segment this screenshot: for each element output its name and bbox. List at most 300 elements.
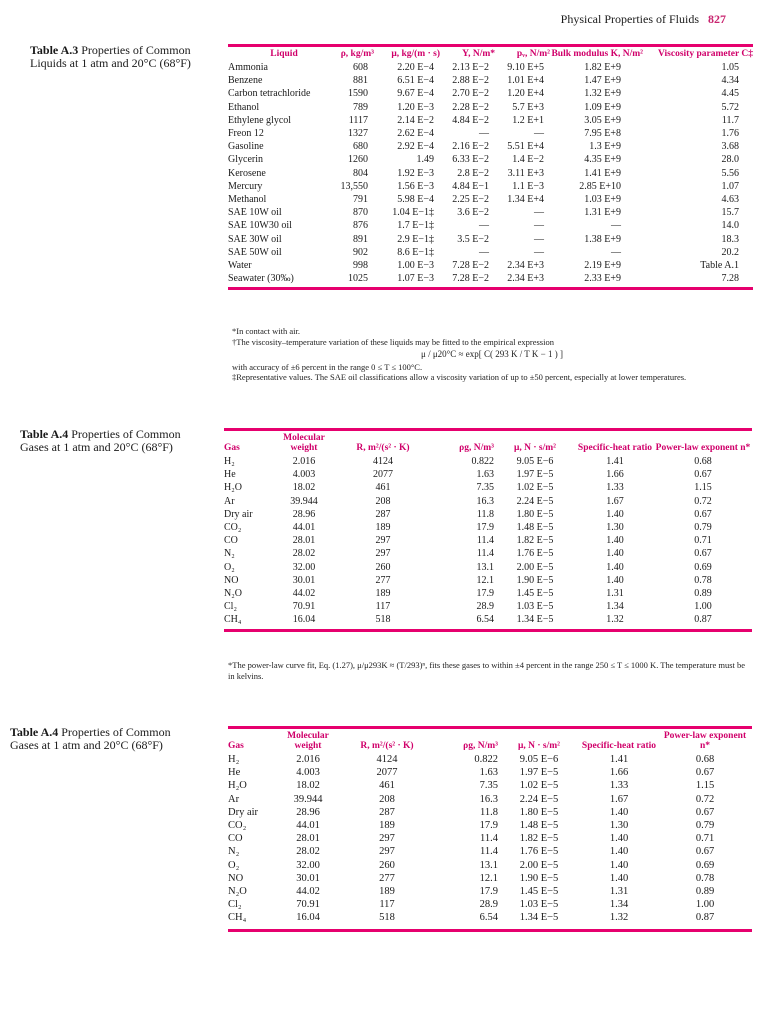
- table-cell: 5.56: [721, 167, 739, 179]
- table-cell: 4.003: [296, 767, 320, 779]
- table-cell: 297: [379, 846, 395, 858]
- table-cell: O₂: [228, 859, 240, 871]
- table-cell: 1.05: [721, 62, 739, 73]
- table-a3-col-viscosity: μ, kg/(m · s): [391, 49, 440, 59]
- table-cell: 1.15: [695, 780, 715, 792]
- table-cell: 13.1: [479, 859, 498, 871]
- table-cell: 11.8: [476, 508, 494, 520]
- table-a3-header-row: [228, 47, 753, 61]
- table-cell: NO: [228, 872, 244, 884]
- table-cell: 7.95 E+8: [584, 128, 621, 140]
- table-cell: 5.72: [721, 101, 739, 113]
- table-cell: 0.822: [471, 456, 494, 467]
- table-cell: Gasoline: [228, 141, 264, 153]
- table-cell: 1.02 E−5: [519, 780, 559, 792]
- table-cell: 11.4: [480, 846, 498, 858]
- table-cell: 0.79: [694, 522, 712, 534]
- table-cell: 189: [379, 886, 395, 898]
- table-row: [228, 206, 753, 219]
- table-cell: CO₂: [228, 820, 247, 832]
- table-cell: 1.32: [609, 912, 629, 924]
- table-a4-repeat-col-gas-constant: R, m²/(s² · K): [360, 741, 414, 751]
- table-cell: 28.01: [292, 535, 316, 547]
- table-a3-note-3: with accuracy of ±6 percent in the range 0 ≤ T ≤ 100°C.: [232, 361, 423, 372]
- table-cell: 1.20 E−3: [397, 101, 434, 113]
- table-cell: 16.04: [296, 912, 320, 924]
- table-cell: 2.00 E−5: [516, 561, 554, 573]
- table-cell: 1.31 E+9: [584, 207, 621, 219]
- table-a3-formula: μ / μ20°C ≈ exp[ C( 293 K / T K − 1 ) ]: [421, 349, 563, 359]
- table-a4-repeat-bottom-rule: [228, 929, 752, 932]
- table-a3-col-viscosity-param: Viscosity parameter C‡: [658, 49, 753, 59]
- table-cell: 1327: [348, 128, 368, 140]
- table-cell: Methanol: [228, 194, 267, 206]
- table-a3-col-vapor-pressure: pᵥ, N/m²: [516, 49, 550, 59]
- table-cell: 0.68: [695, 754, 715, 765]
- table-cell: 1.04 E−1‡: [392, 207, 434, 219]
- table-cell: 1.30: [606, 522, 624, 534]
- table-cell: 28.9: [476, 601, 494, 613]
- table-cell: 1.40: [609, 833, 629, 845]
- table-cell: 680: [353, 141, 368, 153]
- table-cell: Seawater (30‰): [228, 273, 294, 285]
- table-cell: 0.78: [694, 574, 712, 586]
- table-row: [224, 455, 752, 468]
- table-cell: 9.05 E−6: [519, 754, 559, 765]
- table-a3-note-2: †The viscosity–temperature variation of these liquids may be fitted to the empirical expression: [232, 336, 554, 347]
- table-cell: 5.98 E−4: [397, 194, 434, 206]
- table-cell: 2.33 E+9: [584, 273, 621, 285]
- table-cell: SAE 30W oil: [228, 233, 282, 245]
- table-a4-col-specific-weight: ρg, N/m³: [459, 443, 494, 453]
- table-cell: 8.6 E−1‡: [397, 246, 434, 258]
- table-cell: 44.02: [292, 588, 316, 600]
- table-cell: 1.40: [606, 574, 624, 586]
- table-cell: 1.02 E−5: [516, 482, 554, 494]
- table-cell: 6.54: [479, 912, 498, 924]
- table-cell: 0.67: [695, 767, 715, 779]
- table-row: [224, 521, 752, 534]
- table-cell: 0.79: [695, 820, 715, 832]
- table-row: [228, 819, 752, 832]
- table-cell: 2.24 E−5: [516, 495, 554, 507]
- table-cell: 891: [353, 233, 368, 245]
- table-cell: 870: [353, 207, 368, 219]
- table-cell: Cl₂: [228, 899, 242, 911]
- table-cell: 1.82 E+9: [584, 62, 621, 73]
- table-cell: 1.20 E+4: [507, 88, 544, 100]
- table-cell: SAE 50W oil: [228, 246, 282, 258]
- table-cell: 4.84 E−2: [452, 114, 489, 126]
- table-row: [228, 766, 752, 779]
- table-cell: 2.19 E+9: [584, 260, 621, 272]
- table-row: [228, 233, 753, 246]
- table-cell: 32.00: [292, 561, 316, 573]
- table-cell: 11.7: [721, 114, 739, 126]
- table-cell: 277: [379, 872, 395, 884]
- table-row: [224, 574, 752, 587]
- table-cell: 1025: [348, 273, 368, 285]
- table-cell: 1.03 E+9: [584, 194, 621, 206]
- table-row: [228, 167, 753, 180]
- table-cell: 1.40: [606, 535, 624, 547]
- table-a3-col-liquid: Liquid: [270, 49, 298, 59]
- table-cell: 1.48 E−5: [516, 522, 554, 534]
- table-cell: 3.11 E+3: [507, 167, 544, 179]
- table-row: [228, 832, 752, 845]
- table-cell: 7.28: [721, 273, 739, 285]
- table-cell: 39.944: [293, 793, 323, 805]
- table-cell: 11.4: [476, 548, 494, 560]
- table-a3: [228, 44, 753, 290]
- table-cell: 1.07: [721, 180, 739, 192]
- table-cell: SAE 10W oil: [228, 207, 282, 219]
- table-cell: 2.9 E−1‡: [397, 233, 434, 245]
- table-cell: 2.85 E+10: [579, 180, 621, 192]
- table-cell: N₂O: [228, 886, 247, 898]
- table-cell: 44.01: [292, 522, 316, 534]
- table-a4-repeat-col-molecular-weight: Molecular weight: [287, 731, 329, 751]
- table-cell: 3.5 E−2: [457, 233, 489, 245]
- table-cell: 1.82 E−5: [519, 833, 559, 845]
- table-a4: [224, 428, 752, 632]
- table-cell: 0.67: [694, 508, 712, 520]
- table-cell: Mercury: [228, 180, 263, 192]
- table-a4-body: [224, 455, 752, 627]
- table-cell: 1.34 E−5: [516, 614, 554, 626]
- table-cell: CH₄: [224, 614, 242, 626]
- table-cell: 3.6 E−2: [457, 207, 489, 219]
- table-cell: 1.97 E−5: [516, 469, 554, 481]
- table-row: [224, 587, 752, 600]
- table-cell: Ar: [224, 495, 235, 507]
- table-cell: 2.016: [292, 456, 316, 467]
- table-a4-repeat-caption: [10, 726, 200, 752]
- table-a4-col-viscosity: μ, N · s/m²: [513, 443, 556, 453]
- table-cell: 1.4 E−2: [512, 154, 544, 166]
- table-cell: 0.69: [694, 561, 712, 573]
- table-cell: 117: [379, 899, 395, 911]
- table-cell: 5.7 E+3: [512, 101, 544, 113]
- table-a4-repeat-caption-label: Table A.4: [10, 725, 59, 739]
- table-cell: 44.02: [296, 886, 320, 898]
- table-cell: 2.62 E−4: [397, 128, 434, 140]
- table-cell: 1.34: [609, 899, 629, 911]
- table-cell: 1.32: [606, 614, 624, 626]
- table-a3-note-1: *In contact with air.: [232, 326, 300, 336]
- table-cell: NO: [224, 574, 239, 586]
- table-cell: 44.01: [296, 820, 320, 832]
- table-cell: 4124: [376, 754, 398, 765]
- table-cell: 1.97 E−5: [519, 767, 559, 779]
- table-cell: 17.9: [479, 886, 498, 898]
- table-cell: 1.45 E−5: [519, 886, 559, 898]
- table-cell: 1.00: [695, 899, 715, 911]
- table-cell: CO: [228, 833, 243, 845]
- table-cell: H₂: [224, 456, 235, 467]
- table-a4-col-molecular-weight: Molecular weight: [283, 433, 325, 453]
- table-cell: 0.68: [694, 456, 712, 467]
- table-row: [224, 481, 752, 494]
- table-a4-col-power-law: Power-law exponent n*: [655, 443, 751, 453]
- table-cell: Water: [228, 260, 252, 272]
- table-cell: —: [534, 220, 544, 232]
- table-cell: 7.28 E−2: [452, 273, 489, 285]
- table-cell: 9.67 E−4: [397, 88, 434, 100]
- table-cell: 0.67: [694, 548, 712, 560]
- table-cell: 0.71: [695, 833, 715, 845]
- table-cell: Freon 12: [228, 128, 264, 140]
- table-cell: 189: [375, 522, 391, 534]
- table-cell: 18.3: [721, 233, 739, 245]
- table-cell: 70.91: [292, 601, 316, 613]
- table-cell: 1.40: [606, 548, 624, 560]
- table-cell: 1.48 E−5: [519, 820, 559, 832]
- table-cell: 1.32 E+9: [584, 88, 621, 100]
- table-row: [228, 753, 752, 766]
- table-row: [224, 468, 752, 481]
- table-cell: 789: [353, 101, 368, 113]
- table-cell: 1.07 E−3: [397, 273, 434, 285]
- table-cell: 1.66: [606, 469, 624, 481]
- table-cell: 1.56 E−3: [397, 180, 434, 192]
- table-row: [228, 911, 752, 924]
- table-a3-bottom-rule: [228, 287, 753, 290]
- table-cell: —: [534, 233, 544, 245]
- running-head-title: Physical Properties of Fluids: [560, 12, 699, 26]
- table-cell: 7.28 E−2: [452, 260, 489, 272]
- table-cell: 17.9: [476, 588, 494, 600]
- table-cell: 1.41: [606, 456, 624, 467]
- table-cell: 28.0: [721, 154, 739, 166]
- table-row: [228, 87, 753, 100]
- table-cell: 2.16 E−2: [452, 141, 489, 153]
- table-cell: 28.01: [296, 833, 320, 845]
- table-cell: 1.41: [609, 754, 629, 765]
- table-cell: 117: [375, 601, 391, 613]
- table-cell: 32.00: [296, 859, 320, 871]
- table-cell: 14.0: [721, 220, 739, 232]
- table-row: [228, 61, 753, 74]
- table-cell: 3.68: [721, 141, 739, 153]
- table-cell: 11.4: [480, 833, 498, 845]
- table-cell: 518: [379, 912, 395, 924]
- table-cell: —: [611, 220, 621, 232]
- table-row: [228, 246, 753, 259]
- table-cell: Ar: [228, 793, 240, 805]
- table-cell: —: [479, 220, 489, 232]
- table-a4-repeat-col-power-law: Power-law exponent n*: [663, 731, 747, 751]
- table-cell: 28.02: [296, 846, 320, 858]
- table-a4-note: *The power-law curve fit, Eq. (1.27), μ/μ293K ≈ (T/293)ⁿ, fits these gases to within ±4 percent in the range 250 ≤ T ≤ 1000 K. The temperature must be in kelvins.: [228, 660, 746, 681]
- table-cell: 0.87: [694, 614, 712, 626]
- table-cell: —: [534, 207, 544, 219]
- table-row: [228, 898, 752, 911]
- table-cell: 2.70 E−2: [452, 88, 489, 100]
- table-cell: 0.67: [694, 469, 712, 481]
- table-row: [228, 779, 752, 792]
- table-cell: 1.2 E+1: [512, 114, 544, 126]
- table-cell: 13.1: [476, 561, 494, 573]
- table-a4-repeat-col-specific-weight: ρg, N/m³: [463, 741, 498, 751]
- table-cell: 4.63: [721, 194, 739, 206]
- table-cell: 4.003: [292, 469, 316, 481]
- table-cell: 287: [375, 508, 391, 520]
- table-row: [228, 272, 753, 285]
- table-cell: Ethanol: [228, 101, 260, 113]
- table-cell: 9.05 E−6: [516, 456, 554, 467]
- table-cell: 12.1: [479, 872, 498, 884]
- table-cell: 0.72: [695, 793, 715, 805]
- table-cell: 1.47 E+9: [584, 75, 621, 87]
- table-cell: N₂: [224, 548, 235, 560]
- table-cell: 18.02: [292, 482, 316, 494]
- table-a3-note-4: ‡Representative values. The SAE oil classifications allow a viscosity variation of up to ±50 percent, especially at lower temperatures.: [232, 372, 687, 382]
- table-cell: 1.90 E−5: [516, 574, 554, 586]
- table-cell: 2.34 E+3: [507, 260, 544, 272]
- table-cell: 1.31: [609, 886, 629, 898]
- table-cell: 12.1: [476, 574, 494, 586]
- table-row: [224, 600, 752, 613]
- table-row: [228, 153, 753, 166]
- table-cell: N₂: [228, 846, 240, 858]
- table-cell: Kerosene: [228, 167, 266, 179]
- table-cell: Dry air: [228, 806, 259, 818]
- table-cell: 1117: [348, 114, 368, 126]
- table-row: [228, 74, 753, 87]
- table-cell: 11.4: [476, 535, 494, 547]
- table-cell: 4.34: [721, 75, 739, 87]
- table-cell: 4.45: [721, 88, 739, 100]
- table-cell: 2.92 E−4: [397, 141, 434, 153]
- table-cell: 6.33 E−2: [452, 154, 489, 166]
- table-cell: 1.01 E+4: [507, 75, 544, 87]
- table-row: [228, 859, 752, 872]
- table-cell: 1.41 E+9: [584, 167, 621, 179]
- table-cell: 2.00 E−5: [519, 859, 559, 871]
- table-cell: 1.40: [609, 859, 629, 871]
- table-cell: 1.3 E+9: [589, 141, 621, 153]
- table-cell: Ethylene glycol: [228, 114, 292, 126]
- table-cell: 1.63: [476, 469, 494, 481]
- table-row: [228, 872, 752, 885]
- table-a4-header-row: [224, 431, 752, 455]
- table-cell: 1.40: [609, 872, 629, 884]
- page-number: 827: [708, 12, 726, 26]
- table-a4-repeat-header-row: [228, 729, 752, 753]
- table-cell: 18.02: [296, 780, 320, 792]
- table-a4-repeat-body: [228, 753, 752, 925]
- table-cell: 287: [379, 806, 395, 818]
- table-a4-repeat-caption-text: Properties of Common Gases at 1 atm and 20°C (68°F): [10, 725, 171, 752]
- table-cell: 16.04: [292, 614, 316, 626]
- table-cell: 1.76 E−5: [516, 548, 554, 560]
- table-cell: 2.28 E−2: [452, 101, 489, 113]
- table-cell: 461: [379, 780, 395, 792]
- table-row: [228, 845, 752, 858]
- table-a4-col-gas-constant: R, m²/(s² · K): [356, 443, 410, 453]
- table-cell: 0.67: [695, 806, 715, 818]
- table-cell: 1.33: [606, 482, 624, 494]
- table-cell: 1.15: [694, 482, 712, 494]
- table-cell: 791: [353, 194, 368, 206]
- table-cell: 1.30: [609, 820, 629, 832]
- table-cell: 804: [353, 167, 368, 179]
- table-cell: 1.45 E−5: [516, 588, 554, 600]
- table-cell: 9.10 E+5: [507, 62, 544, 73]
- table-a3-col-surface-tension: Y, N/m*: [462, 49, 495, 59]
- table-cell: 1.40: [606, 508, 624, 520]
- table-cell: 0.822: [474, 754, 498, 765]
- table-cell: N₂O: [224, 588, 242, 600]
- table-a4-col-gas: Gas: [224, 443, 240, 453]
- table-cell: Carbon tetrachloride: [228, 88, 311, 100]
- table-cell: 1.38 E+9: [584, 233, 621, 245]
- table-cell: CO: [224, 535, 238, 547]
- table-cell: H₂O: [228, 780, 247, 792]
- table-cell: 5.51 E+4: [507, 141, 544, 153]
- table-cell: 2.24 E−5: [519, 793, 559, 805]
- table-cell: 28.02: [292, 548, 316, 560]
- table-cell: He: [228, 767, 241, 779]
- table-a4-repeat-col-gas: Gas: [228, 741, 244, 751]
- table-cell: 16.3: [479, 793, 498, 805]
- table-a3-caption-text: Properties of Common Liquids at 1 atm and 20°C (68°F): [30, 43, 191, 70]
- table-cell: 2.25 E−2: [452, 194, 489, 206]
- table-cell: 1.82 E−5: [516, 535, 554, 547]
- table-a4-caption-text: Properties of Common Gases at 1 atm and 20°C (68°F): [20, 427, 181, 454]
- table-cell: 297: [375, 548, 391, 560]
- table-cell: 1.49: [416, 154, 434, 166]
- table-cell: 1.90 E−5: [519, 872, 559, 884]
- table-row: [228, 140, 753, 153]
- table-cell: Ammonia: [228, 62, 268, 73]
- table-cell: 1.03 E−5: [519, 899, 559, 911]
- table-row: [224, 508, 752, 521]
- table-cell: 876: [353, 220, 368, 232]
- table-a3-col-density: ρ, kg/m³: [340, 49, 374, 59]
- table-cell: 1.67: [609, 793, 629, 805]
- table-cell: 4.35 E+9: [584, 154, 621, 166]
- table-cell: 1.63: [479, 767, 498, 779]
- table-cell: 2.14 E−2: [397, 114, 434, 126]
- table-a4-caption: [20, 428, 210, 454]
- table-cell: —: [534, 128, 544, 140]
- table-cell: Glycerin: [228, 154, 263, 166]
- table-cell: 0.78: [695, 872, 715, 884]
- table-cell: 2.34 E+3: [507, 273, 544, 285]
- table-cell: 1.40: [609, 806, 629, 818]
- table-cell: 1.34 E−5: [519, 912, 559, 924]
- table-cell: H₂: [228, 754, 240, 765]
- table-cell: 1.7 E−1‡: [397, 220, 434, 232]
- table-cell: 1.00: [694, 601, 712, 613]
- table-cell: 3.05 E+9: [584, 114, 621, 126]
- table-a4-repeat: [228, 726, 752, 932]
- table-cell: 1.34 E+4: [507, 194, 544, 206]
- table-cell: 20.2: [721, 246, 739, 258]
- table-cell: 16.3: [476, 495, 494, 507]
- table-row: [224, 495, 752, 508]
- table-row: [224, 534, 752, 547]
- table-cell: 1.66: [609, 767, 629, 779]
- table-row: [228, 806, 752, 819]
- table-row: [228, 219, 753, 232]
- table-a4-repeat-col-specific-heat-ratio: Specific-heat ratio: [581, 741, 657, 751]
- table-cell: 189: [379, 820, 395, 832]
- table-cell: 297: [375, 535, 391, 547]
- table-row: [228, 127, 753, 140]
